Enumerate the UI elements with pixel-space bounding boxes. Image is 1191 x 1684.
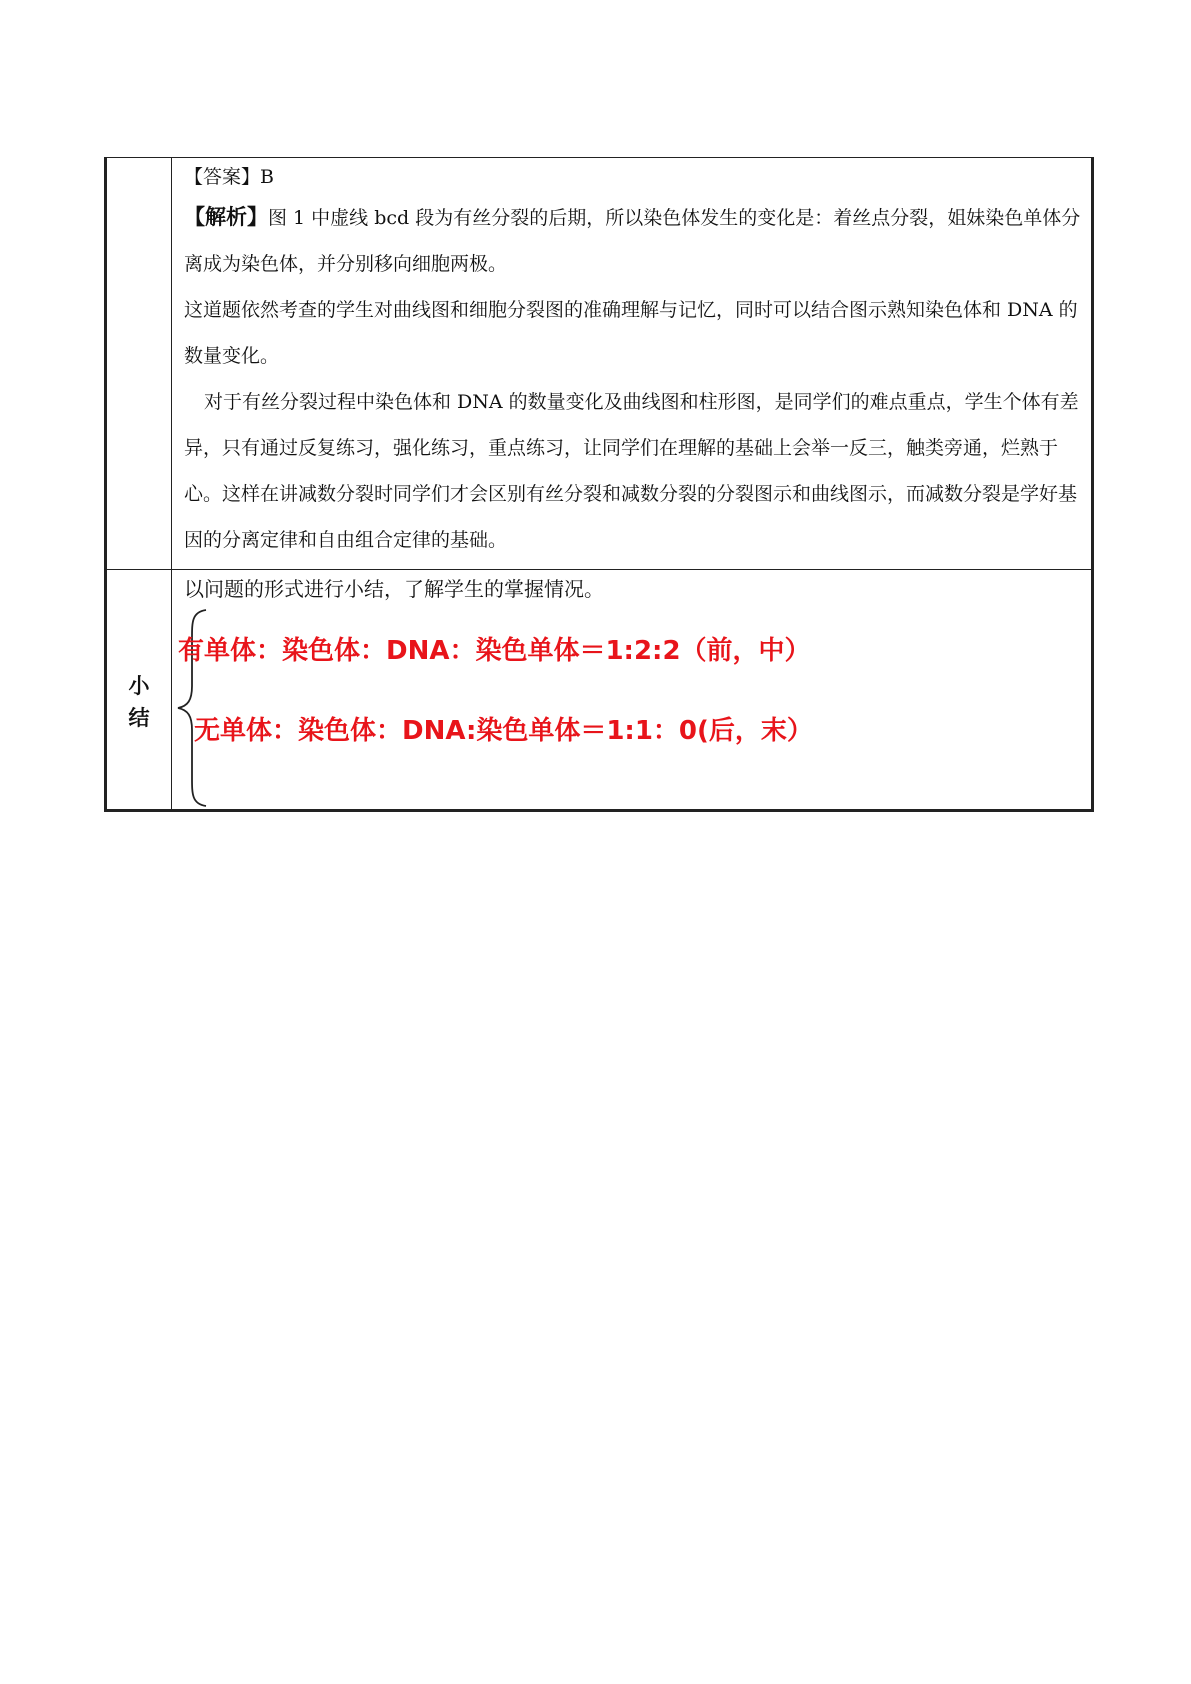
summary-label-cell (106, 570, 172, 811)
summary-intro: 以问题的形式进行小结，了解学生的掌握情况。 (184, 577, 604, 601)
summary-label-char-2: 结 (128, 706, 150, 730)
answer-line (184, 160, 1081, 194)
analysis-paragraph (184, 194, 1081, 287)
analysis-tag: 【解析】 (184, 205, 268, 229)
answer-row-label-cell (106, 158, 172, 570)
paragraph-2: 这道题依然考查的学生对曲线图和细胞分裂图的准确理解与记忆，同时可以结合图示熟知染色体和 DNA 的数量变化。 (184, 299, 1078, 367)
ratio-without-chromatid: 无单体：染色体：DNA:染色单体＝1:1：0(后，末） (194, 716, 813, 746)
analysis-text: 图 1 中虚线 bcd 段为有丝分裂的后期，所以染色体发生的变化是：着丝点分裂，姐妹染色单体分离成为染色体，并分别移向细胞两极。 (184, 207, 1081, 275)
answer-row-content-cell (172, 158, 1093, 570)
paragraph-3: 对于有丝分裂过程中染色体和 DNA 的数量变化及曲线图和柱形图，是同学们的难点重点，学生个体有差异，只有通过反复练习，强化练习，重点练习，让同学们在理解的基础上会举一反三，触类旁通，烂熟于心。这样在讲减数分裂时同学们才会区别有丝分裂和减数分裂的分裂图示和曲线图示，而减数分裂是学好基因的分离定律和自由组合定律的基础。 (184, 391, 1079, 551)
summary-label (107, 570, 171, 809)
ratio-with-chromatid: 有单体：染色体：DNA：染色单体＝1:2:2（前，中） (178, 636, 811, 666)
answer-tag: 【答案】 (184, 166, 261, 188)
summary-content-cell (172, 570, 1093, 811)
answer-block (172, 158, 1091, 563)
lesson-table (104, 157, 1094, 812)
answer-row (106, 158, 1093, 570)
summary-label-char-1: 小 (128, 674, 150, 698)
answer-value: B (260, 166, 274, 188)
summary-content (172, 570, 1091, 809)
summary-row (106, 570, 1093, 811)
